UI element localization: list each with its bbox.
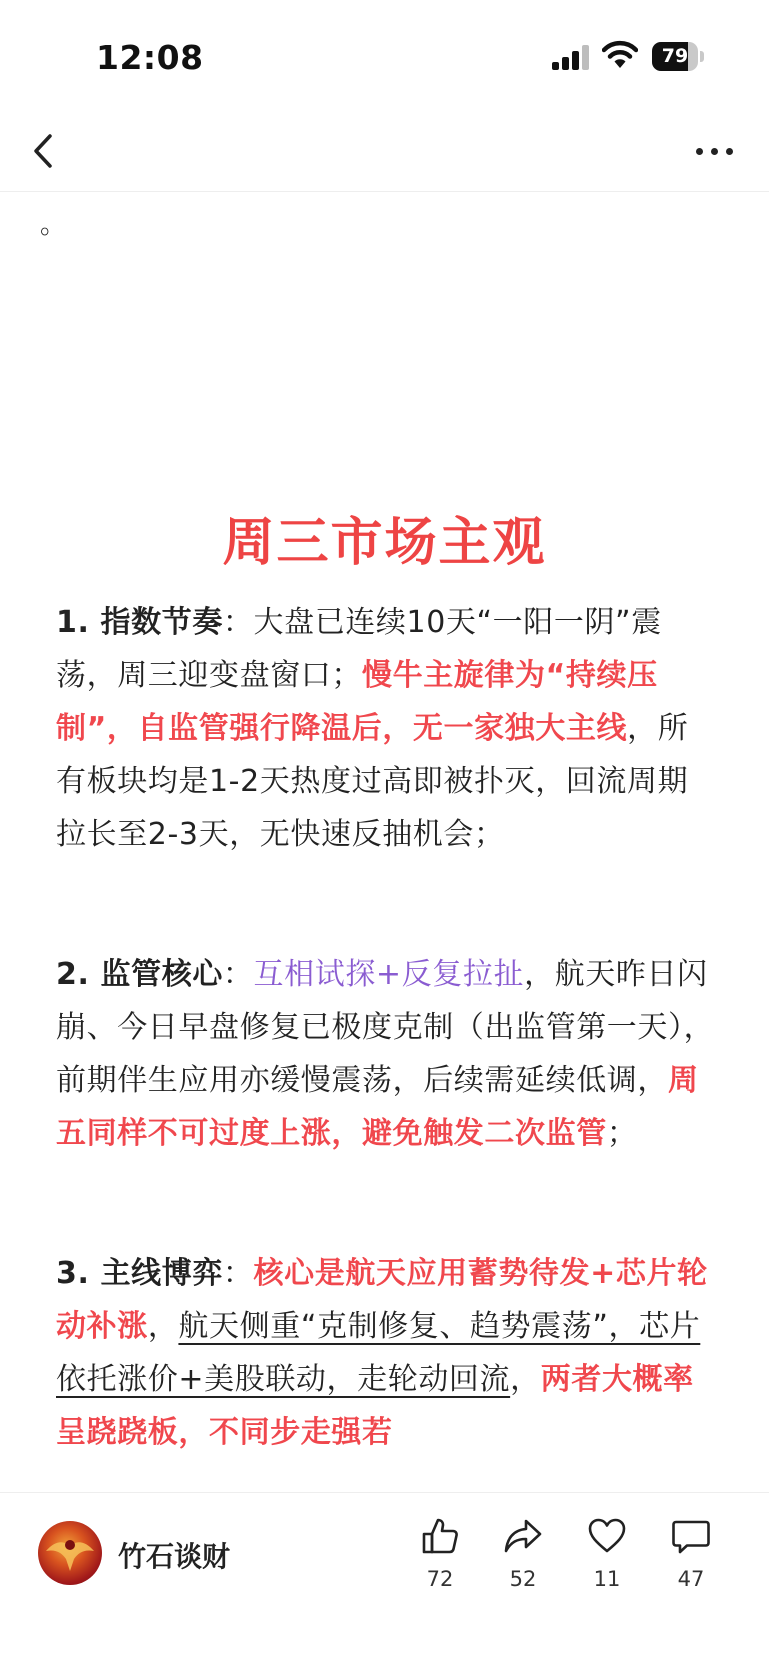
article-content [0, 192, 769, 1492]
highlight-red: 慢牛主旋律为“持续压制”，自监管强行降温后，无一家独大主线 [56, 658, 658, 746]
more-horizontal-icon [696, 148, 703, 155]
paragraph-mainline-game: 3. 主线博弈：核心是航天应用蓄势待发+芯片轮动补涨，航天侧重“克制修复、趋势震荡”，芯片依托涨价+美股联动，走轮动回流，两者大概率呈跷跷板，不同步走强若 [56, 1256, 708, 1450]
status-time: 12:08 [96, 38, 204, 77]
author-name[interactable]: 竹石谈财 [118, 1540, 231, 1573]
paragraph-text: ，航天昨日闪崩、今日早盘修复已极度克制（出监管第一天），前期伴生应用亦缓慢震荡，后续需延续低调， [56, 957, 715, 1098]
highlight-red: 周五同样不可过度上涨，避免触发二次监管 [56, 1063, 699, 1151]
bottom-action-bar [0, 1492, 769, 1665]
comment-button[interactable] [661, 1515, 721, 1605]
underlined-text: 航天侧重“克制修复、趋势震荡”，芯片依托涨价+美股联动，走轮动回流 [56, 1309, 701, 1397]
author-avatar[interactable] [38, 1521, 102, 1585]
status-bar [0, 0, 769, 110]
paragraph-text: ，所有板块均是1-2天热度过高即被扑灭，回流周期拉长至2-3天，无快速反抽机会； [56, 711, 689, 852]
leftover-text: 。 [40, 210, 67, 240]
back-button[interactable] [26, 128, 66, 174]
chevron-left-icon [26, 128, 66, 174]
battery-percent: 79 [661, 45, 689, 67]
highlight-purple: 互相试探+反复拉扯 [253, 957, 525, 992]
wifi-icon [602, 40, 638, 70]
battery-icon [652, 42, 704, 71]
share-count: 52 [509, 1567, 537, 1591]
paragraph-heading: 3. 主线博弈 [56, 1256, 223, 1291]
highlight-red: 核心是航天应用蓄势待发+芯片轮动补涨 [56, 1256, 708, 1344]
paragraph-heading: 1. 指数节奏 [56, 605, 223, 640]
thumbs-up-icon [419, 1515, 461, 1557]
like-count: 72 [426, 1567, 454, 1591]
heart-icon [586, 1515, 628, 1557]
share-button[interactable] [493, 1515, 553, 1605]
paragraph-heading: 2. 监管核心 [56, 957, 223, 992]
comment-count: 47 [677, 1567, 705, 1591]
more-button[interactable] [690, 134, 740, 170]
nav-bar [0, 110, 769, 192]
like-button[interactable] [410, 1515, 470, 1605]
highlight-red: 两者大概率呈跷跷板，不同步走强若 [56, 1362, 694, 1450]
paragraph-regulation-core: 2. 监管核心：互相试探+反复拉扯，航天昨日闪崩、今日早盘修复已极度克制（出监管第一天），前期伴生应用亦缓慢震荡，后续需延续低调，周五同样不可过度上涨，避免触发二次监管； [56, 957, 715, 1151]
favorite-button[interactable] [577, 1515, 637, 1605]
signal-icon [552, 44, 592, 70]
section-title: 周三市场主观 [222, 513, 547, 573]
paragraph-index-rhythm: 1. 指数节奏：大盘已连续10天“一阳一阴”震荡，周三迎变盘窗口；慢牛主旋律为“持续压制”，自监管强行降温后，无一家独大主线，所有板块均是1-2天热度过高即被扑灭，回流周期拉长至2-3天，无快速反抽机会； [56, 605, 689, 852]
paragraph-text: 大盘已连续10天“一阳一阴”震荡，周三迎变盘窗口； [56, 605, 662, 693]
favorite-count: 11 [593, 1567, 621, 1591]
share-icon [502, 1515, 544, 1557]
eagle-avatar-icon [38, 1521, 102, 1585]
comment-icon [670, 1515, 712, 1557]
